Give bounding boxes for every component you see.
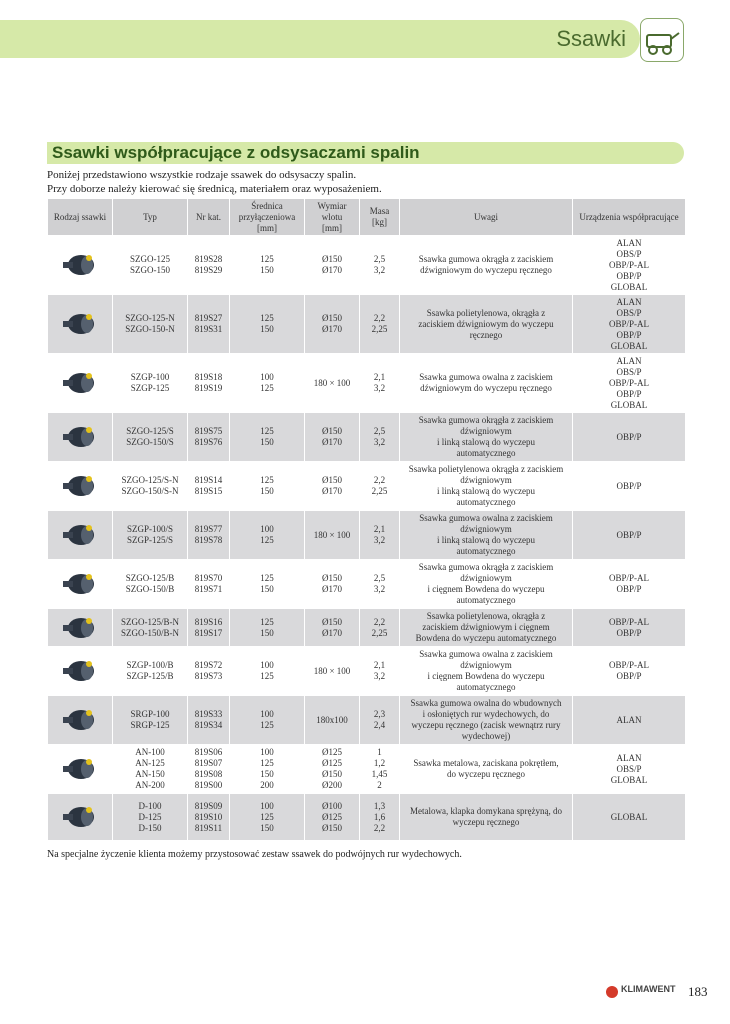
cell-nr: 819S33 819S34 bbox=[188, 696, 230, 745]
cell-mass: 2,5 3,2 bbox=[360, 413, 400, 462]
nozzle-icon bbox=[57, 517, 103, 553]
table-row bbox=[48, 609, 686, 647]
cell-mass: 2,5 3,2 bbox=[360, 560, 400, 609]
brand-name: KLIMAWENT bbox=[621, 984, 676, 994]
cell-nr: 819S70 819S71 bbox=[188, 560, 230, 609]
cell-dim: Ø150 Ø170 bbox=[305, 462, 360, 511]
category-logo-icon bbox=[640, 18, 684, 62]
nozzle-icon bbox=[57, 306, 103, 342]
header-inlet-dimension: Wymiar wlotu [mm] bbox=[305, 199, 360, 236]
header-devices: Urządzenia współpracujące bbox=[573, 199, 686, 236]
header-typ: Typ bbox=[113, 199, 188, 236]
cell-diam: 125 150 bbox=[230, 236, 305, 295]
cell-dim: Ø150 Ø170 bbox=[305, 413, 360, 462]
cell-diam: 100 125 bbox=[230, 647, 305, 696]
nozzle-image-cell bbox=[48, 794, 113, 841]
section-title: Ssawki współpracujące z odsysaczami spalin bbox=[52, 143, 420, 162]
cell-dim: Ø125 Ø125 Ø150 Ø200 bbox=[305, 745, 360, 794]
cell-diam: 100 125 bbox=[230, 696, 305, 745]
table-row bbox=[48, 462, 686, 511]
cell-nr: 819S28 819S29 bbox=[188, 236, 230, 295]
table-row bbox=[48, 647, 686, 696]
cell-typ: D-100 D-125 D-150 bbox=[113, 794, 188, 841]
cell-diam: 100 125 bbox=[230, 511, 305, 560]
cell-nr: 819S77 819S78 bbox=[188, 511, 230, 560]
cell-diam: 125 150 bbox=[230, 413, 305, 462]
cell-notes: Ssawka gumowa owalna z zaciskiem dźwigniowym do wyczepu ręcznego bbox=[400, 354, 573, 413]
cell-diam: 125 150 bbox=[230, 295, 305, 354]
cell-devices: OBP/P-AL OBP/P bbox=[573, 560, 686, 609]
nozzle-icon bbox=[57, 751, 103, 787]
cell-mass: 2,3 2,4 bbox=[360, 696, 400, 745]
cell-dim: 180x100 bbox=[305, 696, 360, 745]
cell-typ: SRGP-100 SRGP-125 bbox=[113, 696, 188, 745]
cell-diam: 100 125 150 200 bbox=[230, 745, 305, 794]
cell-diam: 125 150 bbox=[230, 462, 305, 511]
header-type: Rodzaj ssawki bbox=[48, 199, 113, 236]
nozzle-image-cell bbox=[48, 511, 113, 560]
header-band bbox=[0, 20, 640, 58]
cell-typ: SZGO-125/B-N SZGO-150/B-N bbox=[113, 609, 188, 647]
cell-dim: Ø150 Ø170 bbox=[305, 236, 360, 295]
nozzle-icon bbox=[57, 653, 103, 689]
cell-devices: ALAN OBS/P OBP/P-AL OBP/P GLOBAL bbox=[573, 295, 686, 354]
cell-mass: 2,2 2,25 bbox=[360, 295, 400, 354]
cell-notes: Ssawka gumowa okrągła z zaciskiem dźwigniowym i linką stalową do wyczepu automatycznego bbox=[400, 413, 573, 462]
cell-typ: SZGP-100/S SZGP-125/S bbox=[113, 511, 188, 560]
cell-notes: Ssawka polietylenowa, okrągła z zaciskiem dźwigniowym i cięgnem Bowdena do wyczepu automatycznego bbox=[400, 609, 573, 647]
header-notes: Uwagi bbox=[400, 199, 573, 236]
cell-dim: Ø150 Ø170 bbox=[305, 560, 360, 609]
cell-typ: SZGO-125/S-N SZGO-150/S-N bbox=[113, 462, 188, 511]
cell-devices: OBP/P-AL OBP/P bbox=[573, 647, 686, 696]
cell-mass: 1,3 1,6 2,2 bbox=[360, 794, 400, 841]
cell-mass: 2,1 3,2 bbox=[360, 511, 400, 560]
cell-devices: ALAN OBS/P OBP/P-AL OBP/P GLOBAL bbox=[573, 354, 686, 413]
table-row bbox=[48, 794, 686, 841]
table-row bbox=[48, 745, 686, 794]
cell-notes: Ssawka gumowa owalna do wbudownych i osłoniętych rur wydechowych, do wyczepu ręcznego (zacisk wewnątrz rury wydechowej) bbox=[400, 696, 573, 745]
cell-nr: 819S14 819S15 bbox=[188, 462, 230, 511]
cell-notes: Ssawka polietylenowa, okrągła z zaciskiem dźwigniowym do wyczepu ręcznego bbox=[400, 295, 573, 354]
nozzle-image-cell bbox=[48, 696, 113, 745]
cell-devices: GLOBAL bbox=[573, 794, 686, 841]
cell-notes: Ssawka gumowa okrągła z zaciskiem dźwigniowym do wyczepu ręcznego bbox=[400, 236, 573, 295]
cell-dim: 180 × 100 bbox=[305, 511, 360, 560]
cell-nr: 819S06 819S07 819S08 819S00 bbox=[188, 745, 230, 794]
cell-notes: Ssawka gumowa owalna z zaciskiem dźwigniowym i cięgnem Bowdena do wyczepu automatycznego bbox=[400, 647, 573, 696]
cell-mass: 2,1 3,2 bbox=[360, 647, 400, 696]
cell-devices: OBP/P bbox=[573, 413, 686, 462]
cell-typ: SZGO-125 SZGO-150 bbox=[113, 236, 188, 295]
cell-nr: 819S72 819S73 bbox=[188, 647, 230, 696]
cell-notes: Metalowa, klapka domykana sprężyną, do wyczepu ręcznego bbox=[400, 794, 573, 841]
cell-nr: 819S09 819S10 819S11 bbox=[188, 794, 230, 841]
table-row bbox=[48, 696, 686, 745]
cell-notes: Ssawka gumowa owalna z zaciskiem dźwigniowym i linką stalową do wyczepu automatycznego bbox=[400, 511, 573, 560]
footer-note: Na specjalne życzenie klienta możemy przystosować zestaw ssawek do podwójnych rur wydechowych. bbox=[47, 849, 462, 860]
table-row bbox=[48, 354, 686, 413]
cell-mass: 2,1 3,2 bbox=[360, 354, 400, 413]
nozzle-icon bbox=[57, 365, 103, 401]
nozzle-image-cell bbox=[48, 295, 113, 354]
header-catalog-number: Nr kat. bbox=[188, 199, 230, 236]
nozzle-icon bbox=[57, 468, 103, 504]
cell-typ: SZGO-125/S SZGO-150/S bbox=[113, 413, 188, 462]
cell-mass: 1 1,2 1,45 2 bbox=[360, 745, 400, 794]
nozzle-icon bbox=[57, 610, 103, 646]
cell-notes: Ssawka polietylenowa okrągła z zaciskiem dźwigniowym i linką stalową do wyczepu automatycznego bbox=[400, 462, 573, 511]
cell-diam: 100 125 150 bbox=[230, 794, 305, 841]
nozzle-image-cell bbox=[48, 647, 113, 696]
cell-devices: ALAN OBS/P OBP/P-AL OBP/P GLOBAL bbox=[573, 236, 686, 295]
cell-mass: 2,2 2,25 bbox=[360, 609, 400, 647]
intro-line-2: Przy doborze należy kierować się średnicą, materiałem oraz wyposażeniem. bbox=[47, 183, 382, 195]
cell-nr: 819S18 819S19 bbox=[188, 354, 230, 413]
nozzle-image-cell bbox=[48, 560, 113, 609]
cell-typ: SZGP-100/B SZGP-125/B bbox=[113, 647, 188, 696]
nozzle-image-cell bbox=[48, 462, 113, 511]
nozzle-icon bbox=[57, 702, 103, 738]
nozzle-image-cell bbox=[48, 413, 113, 462]
cell-typ: SZGO-125-N SZGO-150-N bbox=[113, 295, 188, 354]
cell-diam: 100 125 bbox=[230, 354, 305, 413]
intro-text bbox=[47, 168, 382, 196]
nozzle-image-cell bbox=[48, 236, 113, 295]
cell-dim: 180 × 100 bbox=[305, 354, 360, 413]
cell-devices: ALAN OBS/P GLOBAL bbox=[573, 745, 686, 794]
nozzle-image-cell bbox=[48, 609, 113, 647]
cell-dim: 180 × 100 bbox=[305, 647, 360, 696]
cell-dim: Ø150 Ø170 bbox=[305, 295, 360, 354]
cell-typ: AN-100 AN-125 AN-150 AN-200 bbox=[113, 745, 188, 794]
cell-mass: 2,2 2,25 bbox=[360, 462, 400, 511]
cell-nr: 819S27 819S31 bbox=[188, 295, 230, 354]
cell-notes: Ssawka metalowa, zaciskana pokrętłem, do wyczepu ręcznego bbox=[400, 745, 573, 794]
cell-nr: 819S75 819S76 bbox=[188, 413, 230, 462]
cell-diam: 125 150 bbox=[230, 609, 305, 647]
cell-devices: ALAN bbox=[573, 696, 686, 745]
cell-devices: OBP/P-AL OBP/P bbox=[573, 609, 686, 647]
nozzle-icon bbox=[57, 799, 103, 835]
cell-dim: Ø150 Ø170 bbox=[305, 609, 360, 647]
nozzle-image-cell bbox=[48, 354, 113, 413]
page-number: 183 bbox=[688, 984, 708, 999]
nozzle-icon bbox=[57, 566, 103, 602]
table-row bbox=[48, 236, 686, 295]
nozzle-icon bbox=[57, 247, 103, 283]
cell-typ: SZGP-100 SZGP-125 bbox=[113, 354, 188, 413]
table-row bbox=[48, 413, 686, 462]
table-row bbox=[48, 511, 686, 560]
intro-line-1: Poniżej przedstawiono wszystkie rodzaje ssawek do odsysaczy spalin. bbox=[47, 169, 357, 181]
table-row bbox=[48, 295, 686, 354]
header-diameter: Średnica przyłączeniowa [mm] bbox=[230, 199, 305, 236]
cell-devices: OBP/P bbox=[573, 462, 686, 511]
table-row bbox=[48, 560, 686, 609]
cell-typ: SZGO-125/B SZGO-150/B bbox=[113, 560, 188, 609]
cell-nr: 819S16 819S17 bbox=[188, 609, 230, 647]
nozzles-table bbox=[47, 198, 686, 841]
cell-devices: OBP/P bbox=[573, 511, 686, 560]
table-header-row bbox=[48, 199, 686, 236]
cell-mass: 2,5 3,2 bbox=[360, 236, 400, 295]
cell-dim: Ø100 Ø125 Ø150 bbox=[305, 794, 360, 841]
cell-notes: Ssawka gumowa okrągła z zaciskiem dźwigniowym i cięgnem Bowdena do wyczepu automatycznego bbox=[400, 560, 573, 609]
header-mass: Masa [kg] bbox=[360, 199, 400, 236]
page-category-title: Ssawki bbox=[556, 26, 626, 51]
nozzle-icon bbox=[57, 419, 103, 455]
cell-diam: 125 150 bbox=[230, 560, 305, 609]
nozzle-image-cell bbox=[48, 745, 113, 794]
